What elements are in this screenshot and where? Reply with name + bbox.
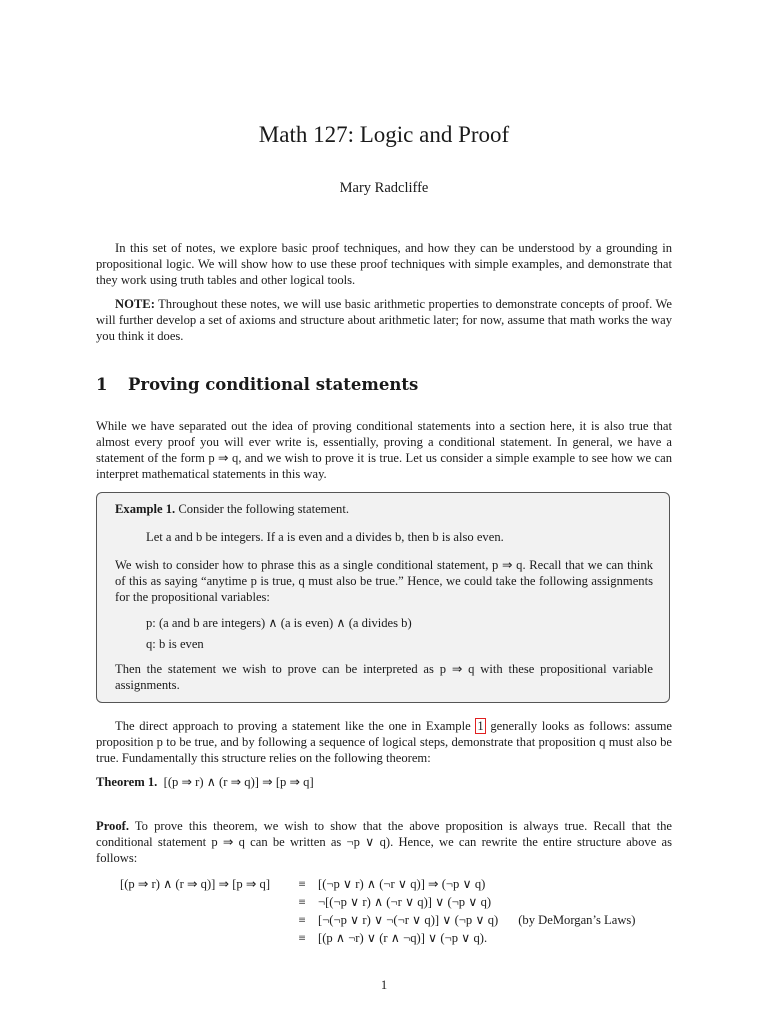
equation-rhs: [¬(¬p ∨ r) ∨ ¬(¬r ∨ q)] ∨ (¬p ∨ q) xyxy=(318,913,499,927)
equation-note xyxy=(498,876,635,894)
page-number: 1 xyxy=(380,978,388,992)
note-label: NOTE: xyxy=(115,297,155,311)
theorem-label: Theorem 1. xyxy=(96,775,158,789)
example-reference-link[interactable]: 1 xyxy=(477,719,484,733)
equation-note: (by DeMorgan’s Laws) xyxy=(518,913,636,927)
equation-note xyxy=(498,930,635,948)
equation-rhs: [(p ∧ ¬r) ∨ (r ∧ ¬q)] ∨ (¬p ∨ q). xyxy=(318,931,488,945)
author-name: Mary Radcliffe xyxy=(339,180,429,196)
equation-row xyxy=(120,894,636,912)
equivalence-symbol: ≡ xyxy=(298,895,306,909)
section-intro-paragraph: While we have separated out the idea of proving conditional statements into a section here, it is also true that almost every proof you will ever write is, essentially, proving a conditional statement. In general, we have a statement of the form p ⇒ q, and we wish to prove it is true. Let us consider a simple example to see how we can interpret mathematical statements in this way. xyxy=(96,419,672,481)
equation-rhs: [(¬p ∨ r) ∧ (¬r ∨ q)] ⇒ (¬p ∨ q) xyxy=(318,877,486,891)
example-header xyxy=(115,501,653,517)
equation-row xyxy=(120,930,636,948)
section-heading xyxy=(96,375,418,394)
example-paragraph-1: We wish to consider how to phrase this as a single conditional statement, p ⇒ q. Recall that we can think of this as saying “anytime p is true, q must also be true.” Hence, we could take the following assignments for the propositional variables: xyxy=(115,558,653,604)
theorem xyxy=(96,774,314,790)
equation-rhs: ¬[(¬p ∨ r) ∧ (¬r ∨ q)] ∨ (¬p ∨ q) xyxy=(318,895,492,909)
equation-note xyxy=(498,894,635,912)
section-number: 1 xyxy=(96,375,108,394)
direct-approach-paragraph xyxy=(96,718,672,766)
intro-paragraph: In this set of notes, we explore basic proof techniques, and how they can be understood by a grounding in propositional logic. We will show how to use these proof techniques with simple examples, and demonstrate that they work using truth tables and other logical tools. xyxy=(96,241,672,287)
equivalence-symbol: ≡ xyxy=(298,913,306,927)
example-lead: Consider the following statement. xyxy=(175,502,350,516)
section-title: Proving conditional statements xyxy=(128,375,419,394)
example-q-assignment: q: b is even xyxy=(146,637,204,651)
equation-lhs xyxy=(120,930,286,948)
equivalence-symbol: ≡ xyxy=(298,931,306,945)
proof-label: Proof. xyxy=(96,819,129,833)
proof-text: To prove this theorem, we wish to show that the above proposition is always true. Recall that the conditional statement p ⇒ q can be written as ¬p ∨ q). Hence, we can rewrite the entire structure above as follows: xyxy=(96,819,672,865)
equation-row xyxy=(120,876,636,894)
equation-lhs xyxy=(120,894,286,912)
example-p-assignment: p: (a and b are integers) ∧ (a is even) ∧ (a divides b) xyxy=(146,616,412,630)
direct-text-before: The direct approach to proving a statement like the one in Example xyxy=(115,719,476,733)
proof-paragraph xyxy=(96,818,672,866)
example-statement: Let a and b be integers. If a is even and a divides b, then b is also even. xyxy=(146,530,504,544)
direct-text-after: generally looks as follows: assume proposition p to be true, and by following a sequence of logical steps, demonstrate that proposition q must also be true. Fundamentally this structure relies on the following theorem: xyxy=(96,719,673,765)
example-paragraph-2: Then the statement we wish to prove can be interpreted as p ⇒ q with these propositional variable assignments. xyxy=(115,662,653,692)
equation-lhs xyxy=(120,912,286,930)
equation-array xyxy=(120,876,636,948)
equation-row xyxy=(120,912,636,930)
theorem-statement: [(p ⇒ r) ∧ (r ⇒ q)] ⇒ [p ⇒ q] xyxy=(163,775,314,789)
note-paragraph xyxy=(96,296,672,344)
example-label: Example 1. xyxy=(115,502,176,516)
note-text: Throughout these notes, we will use basic arithmetic properties to demonstrate concepts of proof. We will further develop a set of axioms and structure about arithmetic later; for now, assume that math works the way you think it does. xyxy=(96,297,672,343)
document-title: Math 127: Logic and Proof xyxy=(258,122,510,147)
equation-lhs: [(p ⇒ r) ∧ (r ⇒ q)] ⇒ [p ⇒ q] xyxy=(120,877,271,891)
equivalence-symbol: ≡ xyxy=(298,877,306,891)
